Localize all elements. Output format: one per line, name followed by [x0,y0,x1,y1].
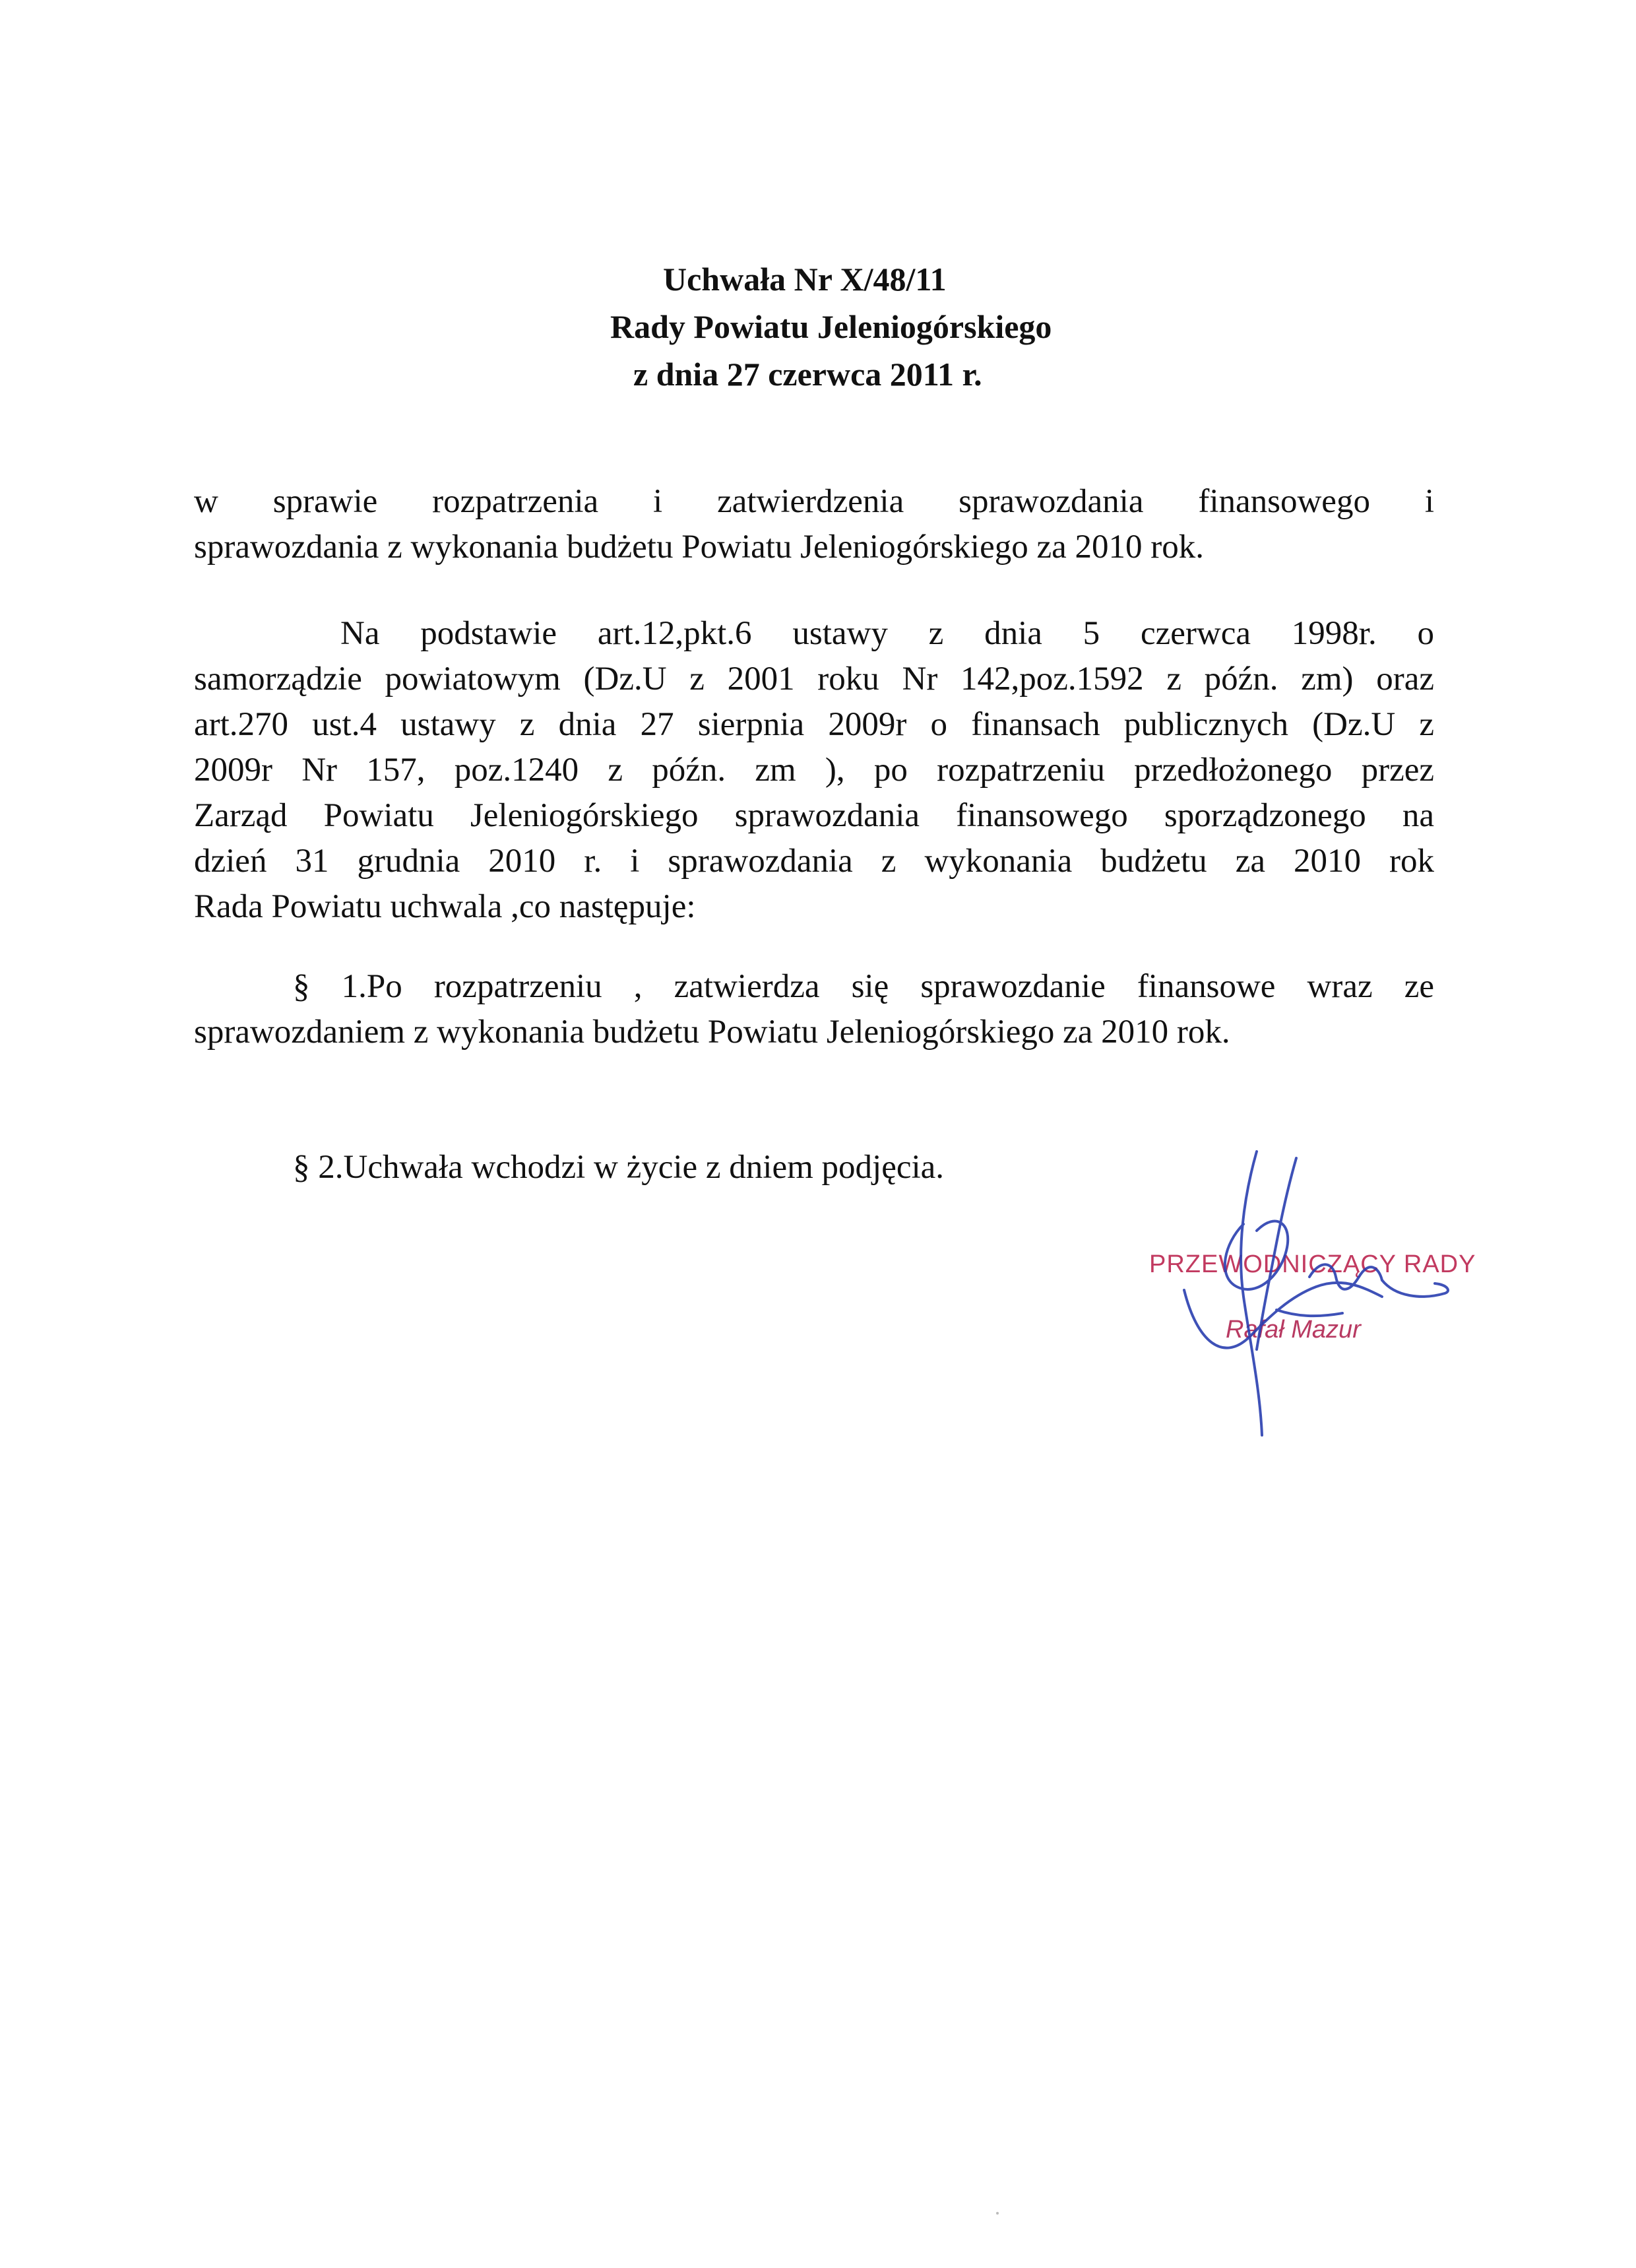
section-1 [194,964,1434,1055]
basis-line: art.270 ust.4 ustawy z dnia 27 sierpnia 2009r o finansach publicznych (Dz.U z [194,706,1434,743]
handwritten-signature [1145,1145,1455,1448]
council-name: Rady Powiatu Jeleniogórskiego [610,308,1052,345]
subject-line: w sprawie rozpatrzenia i zatwierdzenia sprawozdania finansowego i [194,483,1434,520]
basis-line: Na podstawie art.12,pkt.6 ustawy z dnia 5 czerwca 1998r. o [340,615,1434,652]
resolution-date: z dnia 27 czerwca 2011 r. [633,356,982,393]
resolution-subject [194,479,1434,570]
section-1-line: § 1.Po rozpatrzeniu , zatwierdza się sprawozdanie finansowe wraz ze [293,968,1434,1005]
basis-line: Rada Powiatu uchwala ,co następuje: [194,888,696,925]
basis-line: 2009r Nr 157, poz.1240 z późn. zm ), po rozpatrzeniu przedłożonego przez [194,752,1434,789]
legal-basis-paragraph [194,611,1434,930]
resolution-number: Uchwała Nr X/48/11 [663,261,947,298]
stamp-name: Rafał Mazur [1226,1316,1361,1344]
basis-line: Zarząd Powiatu Jeleniogórskiego sprawozdania finansowego sporządzonego na [194,797,1434,834]
basis-line: dzień 31 grudnia 2010 r. i sprawozdania z wykonania budżetu za 2010 rok [194,843,1434,880]
section-1-line: sprawozdaniem z wykonania budżetu Powiatu Jeleniogórskiego za 2010 rok. [194,1014,1230,1051]
section-2: § 2.Uchwała wchodzi w życie z dniem podjęcia. [293,1149,945,1186]
stamp-title: PRZEWODNICZĄCY RADY [1149,1250,1476,1278]
subject-line: sprawozdania z wykonania budżetu Powiatu Jeleniogórskiego za 2010 rok. [194,529,1204,566]
scan-speck [996,2212,999,2215]
basis-line: samorządzie powiatowym (Dz.U z 2001 roku Nr 142,poz.1592 z późn. zm) oraz [194,661,1434,697]
